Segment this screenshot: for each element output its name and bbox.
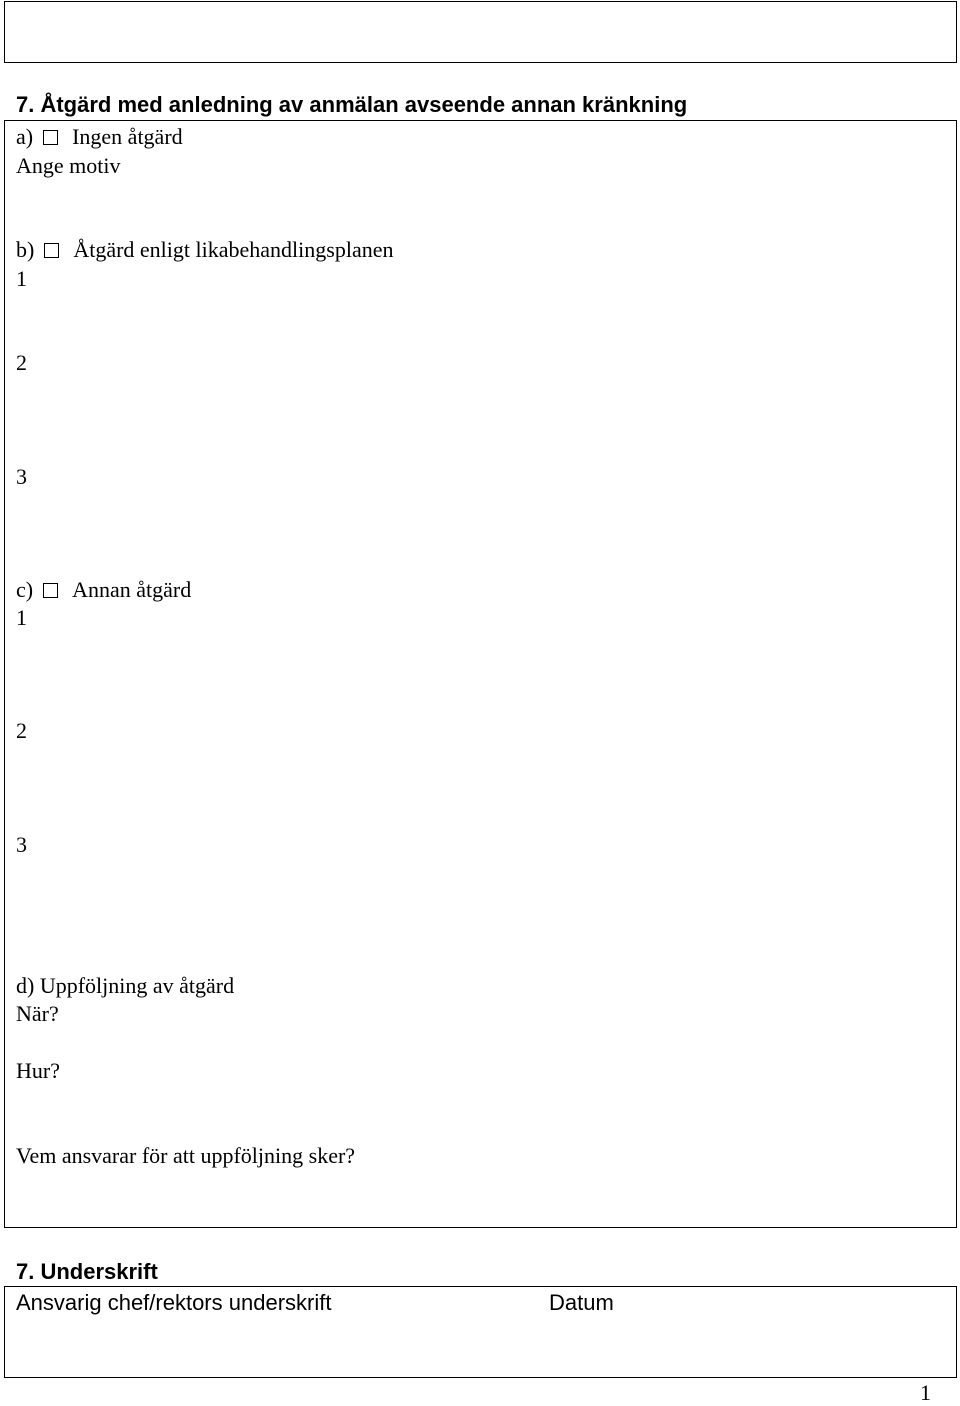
option-b-item-2: 2 [16,350,27,375]
action-box [4,120,957,1228]
option-a-label: Ingen åtgärd [72,124,183,149]
followup-how-label: Hur? [16,1058,60,1083]
option-b [16,237,393,263]
option-b-item-3: 3 [16,464,27,489]
option-b-prefix: b) [16,237,35,262]
option-c [16,577,191,603]
option-c-label: Annan åtgärd [72,577,192,602]
followup-label: d) Uppföljning av åtgärd [16,973,235,998]
option-c-checkbox[interactable] [43,583,58,598]
option-b-checkbox[interactable] [44,243,59,258]
option-c-item-3: 3 [16,832,27,857]
option-a-prefix: a) [16,124,34,149]
option-a-checkbox[interactable] [43,130,58,145]
option-b-item-1: 1 [16,266,27,291]
page-number: 1 [920,1380,931,1405]
previous-section-box [4,1,957,63]
option-c-prefix: c) [16,577,34,602]
section-heading: 7. Åtgärd med anledning av anmälan avseende annan kränkning [16,92,688,117]
option-c-item-1: 1 [16,605,27,630]
option-a-motive-label: Ange motiv [16,153,121,178]
signature-heading: 7. Underskrift [16,1259,158,1284]
followup-when-label: När? [16,1001,59,1026]
followup-responsible-label: Vem ansvarar för att uppföljning sker? [16,1143,356,1168]
option-b-label: Åtgärd enligt likabehandlingsplanen [73,237,394,262]
signer-label: Ansvarig chef/rektors underskrift [16,1290,332,1315]
option-a [16,124,183,150]
date-label: Datum [549,1290,614,1315]
option-c-item-2: 2 [16,718,27,743]
